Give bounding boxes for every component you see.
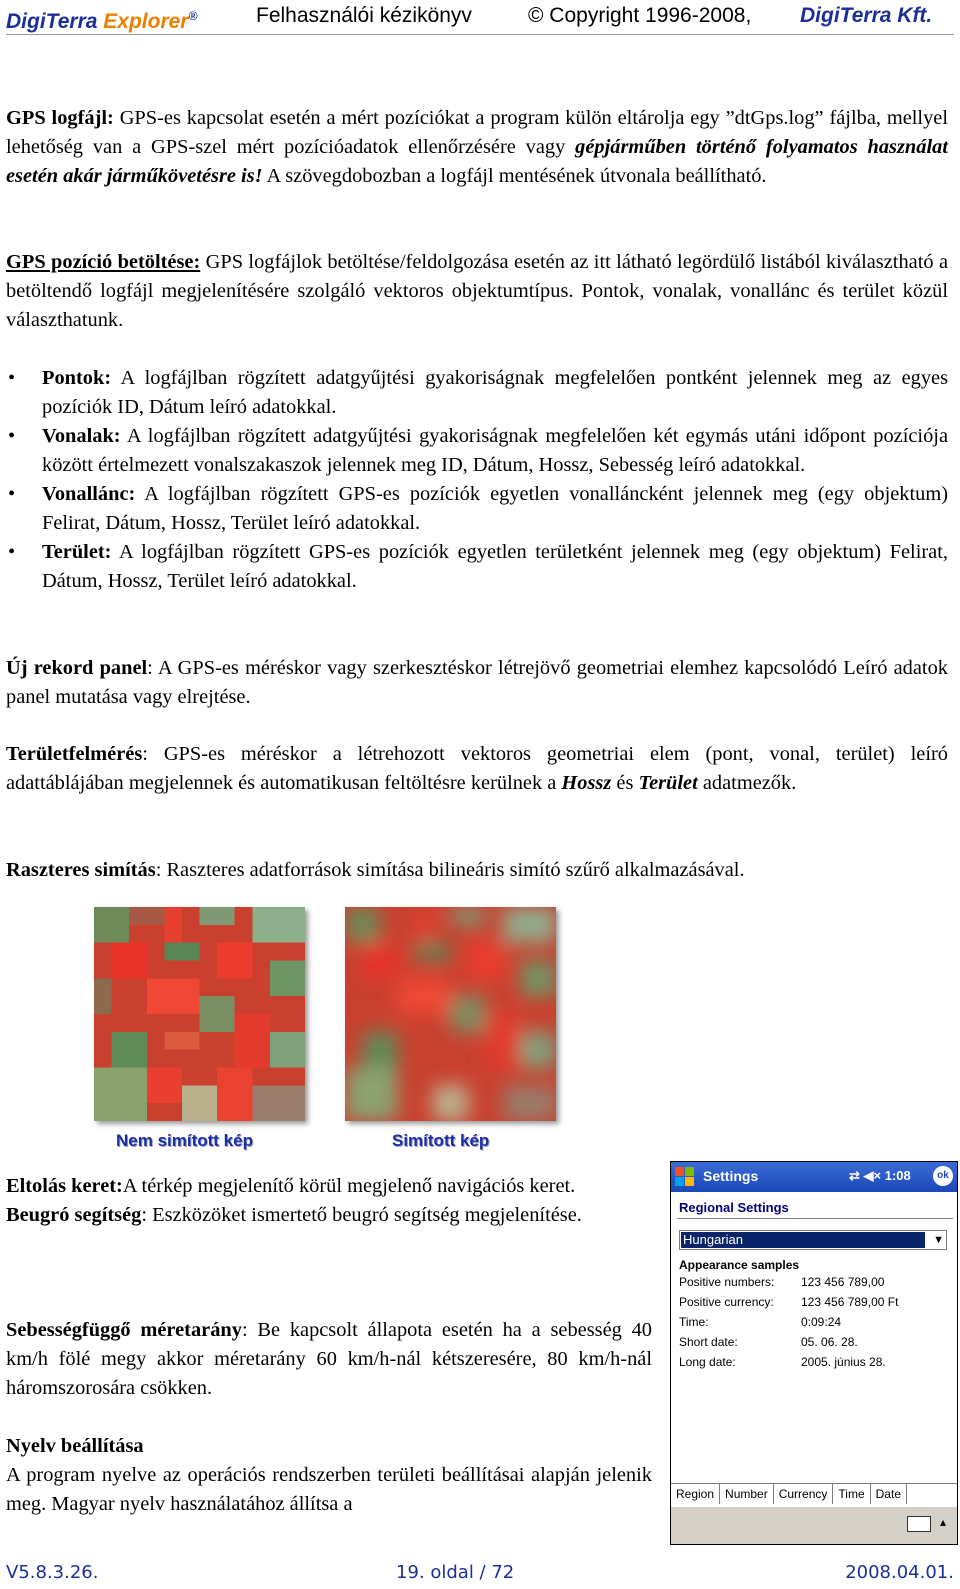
unsmoothed-raster-image: [94, 907, 305, 1121]
sample-value: 0:09:24: [801, 1315, 842, 1329]
speed-label: Sebességfüggő méretarány: [6, 1319, 242, 1341]
list-item: [6, 364, 948, 422]
smoothed-raster-image: [345, 907, 556, 1121]
survey-text3: adatmezők.: [697, 772, 797, 794]
logo-terra: Terra: [45, 10, 98, 33]
regional-settings-heading: Regional Settings: [679, 1200, 789, 1215]
keyboard-icon[interactable]: [907, 1516, 931, 1532]
page-header: [6, 0, 954, 35]
settings-tabs: [671, 1483, 957, 1506]
divider: [677, 1218, 953, 1219]
raster-text: : Raszteres adatforrások simítása bilineáris simító szűrő alkalmazásával.: [155, 859, 745, 881]
device-status-icons: ⇄ ◀× 1:08: [849, 1168, 911, 1183]
speed-paragraph: [6, 1316, 652, 1403]
sample-key: Long date:: [679, 1355, 736, 1369]
samples-heading: Appearance samples: [679, 1258, 800, 1272]
device-title: Settings: [703, 1168, 759, 1184]
device-settings-screenshot: [670, 1161, 958, 1545]
survey-text2: és: [611, 772, 639, 794]
survey-paragraph: [6, 740, 948, 798]
device-command-bar: [671, 1507, 957, 1544]
document-date: 2008.04.01.: [845, 1562, 954, 1583]
list-item: [6, 480, 948, 538]
sample-value: 05. 06. 28.: [801, 1335, 858, 1349]
sample-row: [679, 1295, 947, 1315]
manual-title: Felhasználói kézikönyv: [256, 4, 472, 27]
language-paragraph: [6, 1432, 652, 1519]
tab-number[interactable]: Number: [720, 1484, 774, 1504]
device-title-bar: [671, 1162, 957, 1192]
sample-value: 2005. június 28.: [801, 1355, 886, 1369]
logo-reg: ®: [188, 9, 198, 23]
company-name: [800, 0, 932, 32]
object-type-list: [6, 364, 948, 596]
logo-explorer: Explorer: [103, 10, 189, 33]
popup-text: : Eszközöket ismertető beugró segítség megjelenítése.: [141, 1204, 582, 1226]
bullet-label: Vonallánc:: [42, 483, 136, 505]
new-record-text: : A GPS-es méréskor vagy szerkesztéskor létrejövő geometriai elemhez kapcsolódó Leíró adatok panel mutatása vagy elrejtése.: [6, 657, 948, 708]
sample-key: Positive currency:: [679, 1295, 774, 1309]
copyright-text: © Copyright 1996-2008,: [528, 4, 752, 27]
company-terra: Terra: [839, 4, 892, 27]
tab-region[interactable]: Region: [671, 1484, 720, 1504]
sample-value: 123 456 789,00: [801, 1275, 885, 1289]
language-heading: Nyelv beállítása: [6, 1435, 144, 1457]
new-record-label: Új rekord panel: [6, 657, 148, 679]
windows-flag-icon: [675, 1167, 695, 1187]
speed-text: : Be kapcsolt állapota esetén ha a sebesség 40 km/h fölé megy akkor méretarány 60 km/h-nál kétszeresére, 80 km/h-nál háromszorosára csökken.: [6, 1319, 652, 1399]
page-footer: [6, 1562, 954, 1588]
bullet-text: A logfájlban rögzített GPS-es pozíciók egyetlen vonalláncként jelennek meg (egy objektum) Felirat, Dátum, Hossz, Terület leíró adatokkal.: [42, 483, 948, 534]
popup-label: Beugró segítség: [6, 1204, 142, 1226]
gps-log-text2: A szövegdobozban a logfájl mentésének útvonala beállítható.: [262, 165, 767, 187]
digiterra-logo: [6, 0, 197, 38]
gps-log-label: GPS logfájl:: [6, 107, 114, 129]
language-dropdown-value: Hungarian: [681, 1232, 925, 1248]
language-dropdown[interactable]: [679, 1230, 947, 1250]
tab-currency[interactable]: Currency: [774, 1484, 834, 1504]
list-item: [6, 538, 948, 596]
chevron-down-icon: ▼: [933, 1234, 944, 1246]
sample-row: [679, 1335, 947, 1355]
new-record-paragraph: [6, 654, 948, 712]
list-item: [6, 422, 948, 480]
company-digi: Digi: [800, 4, 840, 27]
survey-text1: : GPS-es méréskor a létrehozott vektoros geometriai elem (pont, vonal, terület) leíró adattáblájában megjelennek és automatikusan feltöltésre kerülnek a: [6, 743, 948, 794]
gps-log-text1: GPS-es kapcsolat esetén a mért pozíciókat a program külön eltárolja egy ”dtGps.log” fájlba, mellyel lehetőség van a GPS-szel mért pozícióadatok ellenőrzésére vagy: [6, 107, 948, 158]
gps-position-paragraph: [6, 248, 948, 335]
bullet-text: A logfájlban rögzített adatgyűjtési gyakoriságnak megfelelően pontként jelennek meg az egyes pozíciók ID, Dátum leíró adatokkal.: [42, 367, 948, 418]
sample-key: Positive numbers:: [679, 1275, 775, 1289]
survey-label: Területfelmérés: [6, 743, 143, 765]
bullet-text: A logfájlban rögzített GPS-es pozíciók egyetlen területként jelennek meg (egy objektum) Felirat, Dátum, Hossz, Terület leíró adatokkal.: [42, 541, 948, 592]
gps-position-text: GPS logfájlok betöltése/feldolgozása esetén az itt látható legördülő listából kiválasztható a betöltendő logfájl megjelenítésére szolgáló vektoros objektumtípus. Pontok, vonalak, vonallánc és terület közül választhatunk.: [6, 251, 949, 331]
raster-label: Raszteres simítás: [6, 859, 156, 881]
gps-position-label: GPS pozíció betöltése:: [6, 251, 201, 273]
sample-key: Short date:: [679, 1335, 738, 1349]
tab-time[interactable]: Time: [833, 1484, 870, 1504]
appearance-samples: [679, 1258, 947, 1375]
smoothed-caption: Simított kép: [392, 1131, 490, 1150]
sample-value: 123 456 789,00 Ft: [801, 1295, 899, 1309]
sample-key: Time:: [679, 1315, 709, 1329]
sample-row: [679, 1355, 947, 1375]
ok-button[interactable]: ok: [933, 1166, 953, 1186]
unsmoothed-caption: Nem simított kép: [116, 1131, 253, 1150]
offset-label: Eltolás keret:: [6, 1175, 123, 1197]
survey-emphasis-area: Terület: [638, 772, 698, 794]
tab-date[interactable]: Date: [871, 1484, 907, 1504]
logo-digi: Digi: [6, 10, 46, 33]
language-text: A program nyelve az operációs rendszerben területi beállításai alapján jelenik meg. Magyar nyelv használatához állítsa a: [6, 1464, 652, 1515]
sample-row: [679, 1315, 947, 1335]
offset-text: A térkép megjelenítő körül megjelenő navigációs keret.: [122, 1175, 576, 1197]
gps-log-emphasis: gépjárműben történő folyamatos használat esetén akár járműkövetésre is!: [6, 136, 948, 187]
bullet-label: Terület:: [42, 541, 112, 563]
device-time: 1:08: [884, 1168, 911, 1183]
bullet-label: Pontok:: [42, 367, 112, 389]
survey-emphasis-length: Hossz: [561, 772, 612, 794]
raster-paragraph: [6, 856, 948, 885]
page-number: 19. oldal / 72: [396, 1562, 515, 1583]
version-label: V5.8.3.26.: [6, 1562, 99, 1583]
company-suffix: Kft.: [891, 4, 933, 27]
gps-log-paragraph: [6, 104, 948, 191]
sample-row: [679, 1275, 947, 1295]
bullet-label: Vonalak:: [42, 425, 121, 447]
bullet-text: A logfájlban rögzített adatgyűjtési gyakoriságnak megfelelően két egymás utáni időpont pozíciója között értelmezett vonalszakaszok jelennek meg ID, Dátum, Hossz, Sebesség leíró adatokkal.: [42, 425, 948, 476]
offset-paragraph: [6, 1172, 652, 1230]
